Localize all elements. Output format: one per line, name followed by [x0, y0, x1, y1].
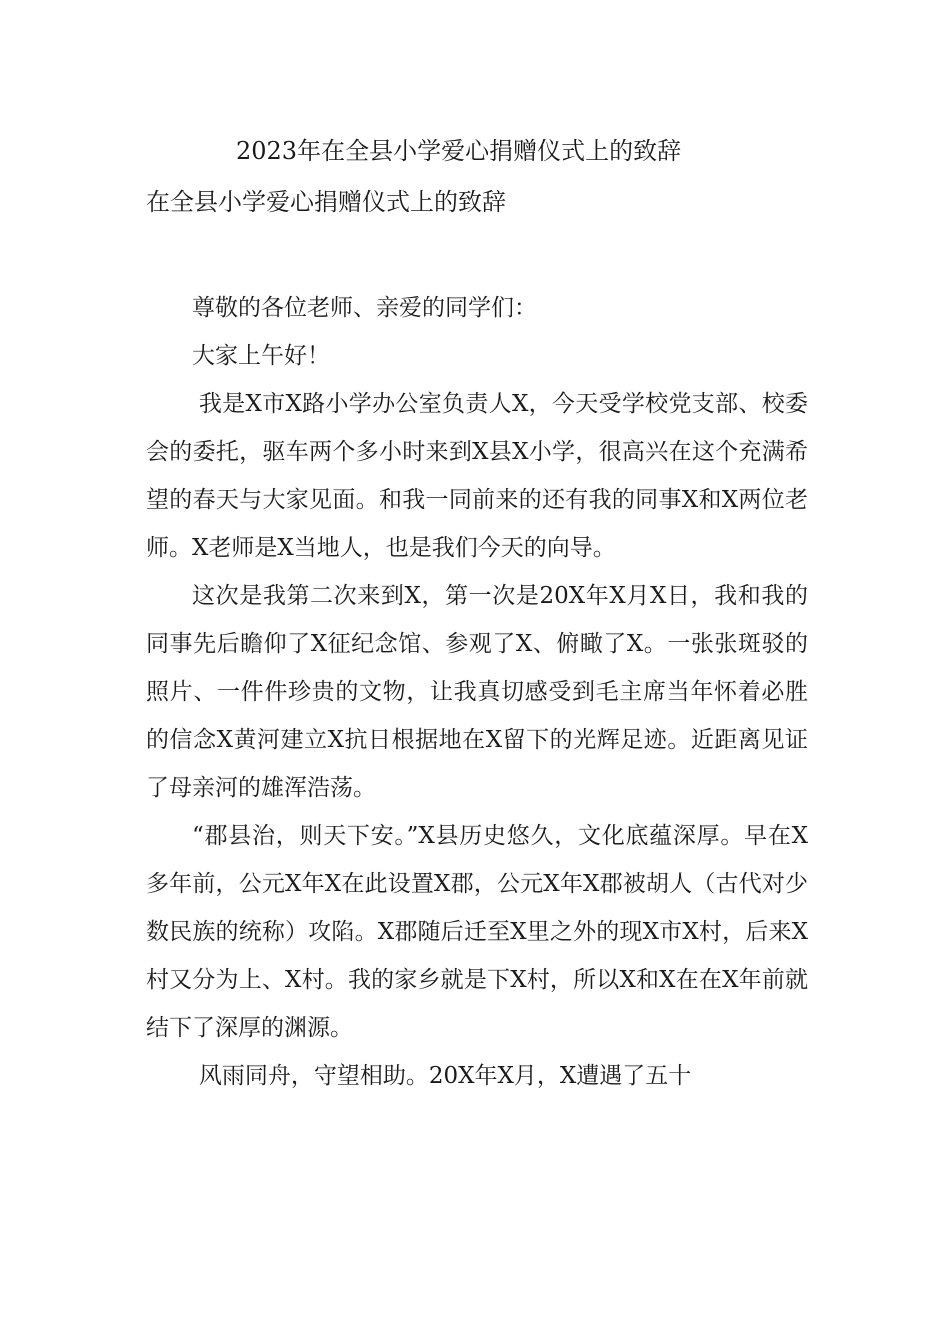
- greeting-paragraph: 大家上午好！: [192, 343, 330, 369]
- document-body: [146, 284, 808, 1100]
- body-paragraph: 这次是我第二次来到X，第一次是20X年X月X日，我和我的同事先后瞻仰了X征纪念馆、参观了X、俯瞰了X。一张张斑驳的照片、一件件珍贵的文物，让我真切感受到毛主席当年怀着必胜的信念X黄河建立X抗日根据地在X留下的光辉足迹。近距离见证了母亲河的雄浑浩荡。: [146, 583, 808, 801]
- document-title: 2023年在全县小学爱心捐赠仪式上的致辞: [236, 137, 682, 165]
- body-paragraph: 我是X市X路小学办公室负责人X，今天受学校党支部、校委会的委托，驱车两个多小时来到X县X小学，很高兴在这个充满希望的春天与大家见面。和我一同前来的还有我的同事X和X两位老师。X老师是X当地人，也是我们今天的向导。: [146, 391, 808, 561]
- body-paragraph: “郡县治，则天下安。”X县历史悠久，文化底蕴深厚。早在X多年前，公元X年X在此设置X郡，公元X年X郡被胡人（古代对少数民族的统称）攻陷。X郡随后迁至X里之外的现X市X村，后来X村又分为上、X村。我的家乡就是下X村，所以X和X在在X年前就结下了深厚的渊源。: [146, 823, 808, 1041]
- body-paragraph: 风雨同舟，守望相助。20X年X月，X遭遇了五十: [198, 1063, 692, 1089]
- document-subtitle: 在全县小学爱心捐赠仪式上的致辞: [146, 188, 506, 216]
- salutation-paragraph: 尊敬的各位老师、亲爱的同学们：: [192, 295, 537, 321]
